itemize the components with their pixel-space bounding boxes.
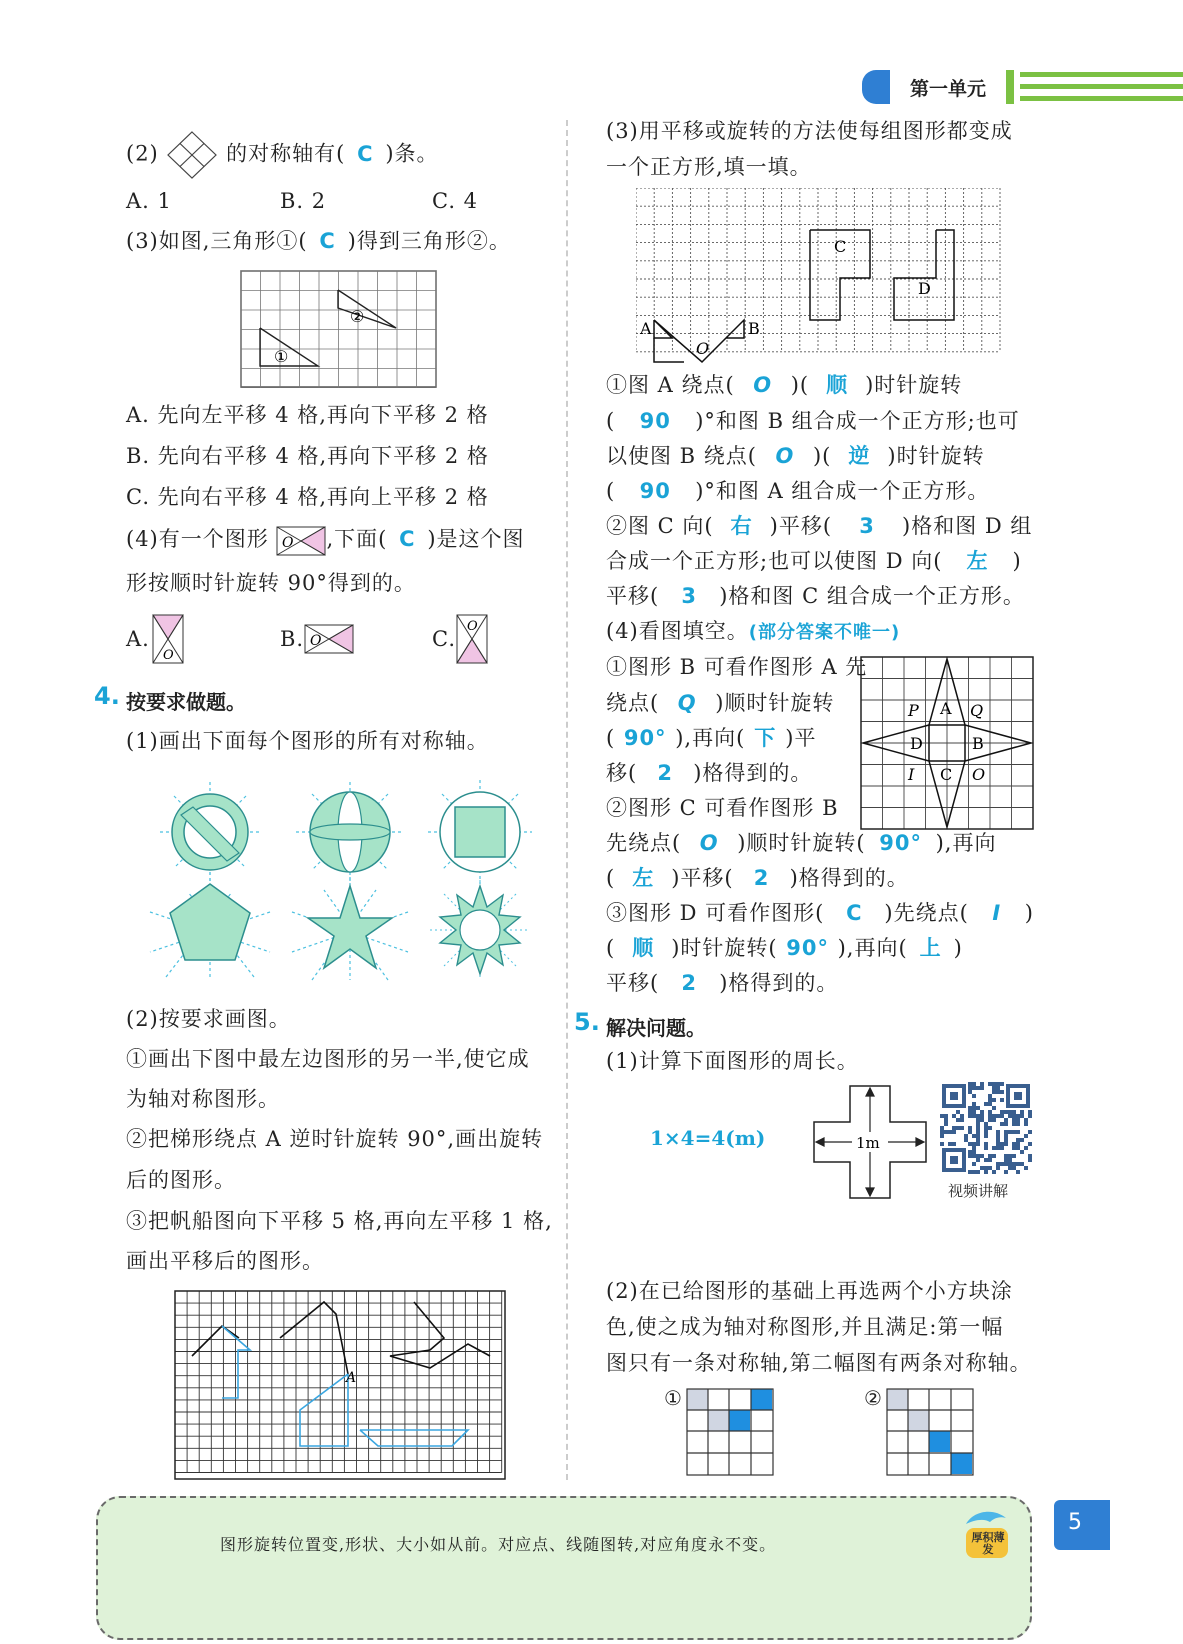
footer-badge xyxy=(960,1506,1014,1560)
f-line-8: ③图形 D 可看作图形( C )先绕点( I ) xyxy=(606,901,1034,925)
q4-option-c-figure xyxy=(456,614,488,664)
f-line-10: 平移( 2 )格得到的。 xyxy=(606,971,839,995)
q3-option-a: A. 先向左平移 4 格,再向下平移 2 格 xyxy=(126,403,489,427)
q3-line: (3)如图,三角形①( C )得到三角形②。 xyxy=(126,226,511,256)
symmetry-figures xyxy=(146,772,546,990)
header-green-stripes xyxy=(1006,70,1183,104)
svg-text:D: D xyxy=(910,734,923,753)
s4-part2-1b: 为轴对称图形。 xyxy=(126,1087,280,1111)
footer-tip: 图形旋转位置变,形状、大小如从前。对应点、线随图转,对应角度永不变。 xyxy=(220,1535,777,1554)
svg-text:C: C xyxy=(834,237,847,256)
q4-option-b-figure xyxy=(304,624,354,654)
svg-text:O: O xyxy=(972,765,986,784)
r-q3-line1: (3)用平移或旋转的方法使每组图形都变成 xyxy=(606,119,1013,143)
s4-part1: (1)画出下面每个图形的所有对称轴。 xyxy=(126,729,489,753)
s5-part2c: 图只有一条对称轴,第二幅图有两条对称轴。 xyxy=(606,1351,1032,1375)
q2-option-c: C. 4 xyxy=(432,189,479,213)
q2-line: (2) 的对称轴有( C )条。 xyxy=(126,130,439,180)
color-grid-2 xyxy=(886,1388,974,1476)
grid-1-label: ① xyxy=(664,1386,682,1410)
drawing-grid xyxy=(174,1290,506,1480)
cross-shape-figure xyxy=(812,1084,928,1200)
svg-text:O: O xyxy=(310,633,322,649)
svg-text:O: O xyxy=(282,534,295,551)
svg-text:B: B xyxy=(748,319,760,338)
q2-option-b: B. 2 xyxy=(280,189,327,213)
f-line-6: 先绕点( O )顺时针旋转( 90° ),再向 xyxy=(606,831,997,855)
r-q4-title: (4)看图填空。(部分答案不唯一) xyxy=(606,619,901,643)
r-line-4: ( 90 )°和图 A 组合成一个正方形。 xyxy=(606,479,990,503)
svg-text:O: O xyxy=(696,339,710,358)
q4-answer: C xyxy=(399,527,416,551)
f-line-4: 移( 2 )格得到的。 xyxy=(606,761,813,785)
q3-option-b: B. 先向右平移 4 格,再向下平移 2 格 xyxy=(126,444,489,468)
translation-grid xyxy=(636,188,1002,364)
triangle-label-2: ② xyxy=(350,307,365,326)
header-blue-tab xyxy=(862,70,890,104)
section-4-title: 按要求做题。 xyxy=(126,690,246,714)
section-5-number: 5. xyxy=(574,1008,600,1036)
q4-option-a: A. xyxy=(126,627,150,651)
r-q3-line2: 一个正方形,填一填。 xyxy=(606,155,812,179)
svg-text:C: C xyxy=(940,765,953,784)
s4-part2: (2)按要求画图。 xyxy=(126,1007,291,1031)
svg-text:O: O xyxy=(163,648,174,663)
qr-code xyxy=(940,1082,1032,1174)
triangle-grid xyxy=(240,270,438,388)
r-line-1: ①图 A 绕点( O )( 顺 )时针旋转 xyxy=(606,373,963,397)
r-line-5: ②图 C 向( 右 )平移( 3 )格和图 D 组 xyxy=(606,514,1033,538)
page-number-box xyxy=(1054,1500,1110,1550)
color-grid-1 xyxy=(686,1388,774,1476)
svg-text:D: D xyxy=(918,279,931,298)
q2-option-a: A. 1 xyxy=(126,189,172,213)
point-a-label: A xyxy=(346,1370,357,1386)
s5-part2a: (2)在已给图形的基础上再选两个小方块涂 xyxy=(606,1279,1013,1303)
q3-answer: C xyxy=(319,229,336,253)
footer-box xyxy=(96,1496,1032,1640)
s5-part2b: 色,使之成为轴对称图形,并且满足:第一幅 xyxy=(606,1315,1004,1339)
q4-option-c: C. xyxy=(432,627,456,651)
svg-text:O: O xyxy=(467,619,478,634)
svg-text:A: A xyxy=(640,319,652,338)
s4-part2-2b: 后的图形。 xyxy=(126,1168,236,1192)
f-line-5: ②图形 C 可看作图形 B xyxy=(606,796,839,820)
qr-caption: 视频讲解 xyxy=(948,1182,1009,1200)
triangle-label-1: ① xyxy=(274,347,289,366)
footer-badge-text: 厚积薄发 xyxy=(971,1531,1005,1556)
section-4-number: 4. xyxy=(94,682,120,710)
q3-option-c: C. 先向右平移 4 格,再向上平移 2 格 xyxy=(126,485,489,509)
f-line-1: ①图形 B 可看作图形 A 先 xyxy=(606,655,868,679)
r-line-3: 以使图 B 绕点( O )( 逆 )时针旋转 xyxy=(606,444,985,468)
s4-part2-1a: ①画出下图中最左边图形的另一半,使它成 xyxy=(126,1047,530,1071)
unit-title: 第一单元 xyxy=(910,78,987,100)
f-line-3: ( 90° ),再向( 下 )平 xyxy=(606,726,817,750)
s4-part2-3a: ③把帆船图向下平移 5 格,再向左平移 1 格, xyxy=(126,1209,553,1233)
r-line-7: 平移( 3 )格和图 C 组合成一个正方形。 xyxy=(606,584,1025,608)
f-line-7: ( 左 )平移( 2 )格得到的。 xyxy=(606,866,909,890)
svg-text:P: P xyxy=(908,701,919,720)
diamond-lattice-figure xyxy=(166,130,218,180)
svg-text:A: A xyxy=(940,699,952,718)
page-number: 5 xyxy=(1068,1510,1082,1535)
svg-text:B: B xyxy=(972,734,984,753)
s4-part2-2a: ②把梯形绕点 A 逆时针旋转 90°,画出旋转 xyxy=(126,1127,544,1151)
f-line-9: ( 顺 )时针旋转( 90° ),再向( 上 ) xyxy=(606,936,963,960)
perimeter-answer: 1×4=4(m) xyxy=(650,1126,766,1150)
r-line-2: ( 90 )°和图 B 组合成一个正方形;也可 xyxy=(606,409,1020,433)
q2-answer: C xyxy=(357,141,374,166)
section-5-title: 解决问题。 xyxy=(606,1016,706,1040)
dimension-label: 1m xyxy=(856,1134,880,1152)
column-divider xyxy=(566,120,568,1480)
r-line-6: 合成一个正方形;也可以使图 D 向( 左 ) xyxy=(606,549,1022,573)
q4-option-b: B. xyxy=(280,627,305,651)
q4-line2: 形按顺时针旋转 90°得到的。 xyxy=(126,571,416,595)
svg-text:I: I xyxy=(908,765,915,784)
pentagon-figure xyxy=(170,884,250,960)
s4-part2-3b: 画出平移后的图形。 xyxy=(126,1249,324,1273)
s5-part1: (1)计算下面图形的周长。 xyxy=(606,1049,859,1073)
svg-text:Q: Q xyxy=(970,701,984,720)
q4-figure xyxy=(276,526,326,556)
star-rotation-grid xyxy=(860,656,1034,830)
q4-option-a-figure xyxy=(152,614,184,664)
grid-2-label: ② xyxy=(864,1386,882,1410)
q4-line: (4)有一个图形 O ,下面( C )是这个图 xyxy=(126,524,525,556)
f-line-2: 绕点( Q )顺时针旋转 xyxy=(606,691,835,715)
